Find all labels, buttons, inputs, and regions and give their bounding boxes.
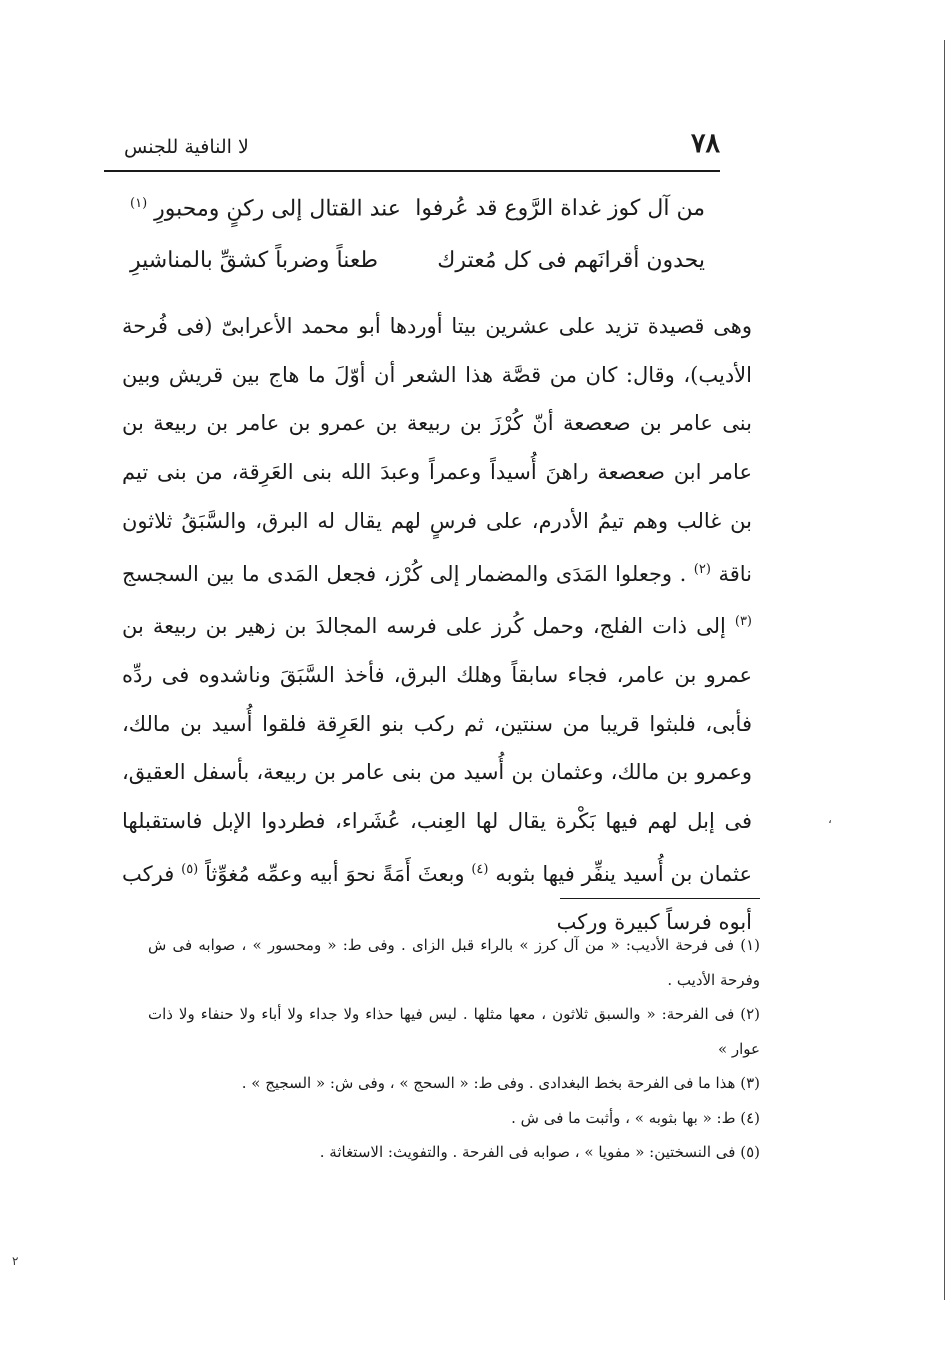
poem-verse xyxy=(130,190,705,242)
page-edge-line xyxy=(944,40,945,1300)
body-text: وهى قصيدة تزيد على عشرين بيتا أوردها أبو محمد الأعرابىّ (فى فُرحة الأديب)، وقال: كان من قصَّة هذا الشعر أن أوّلَ ما هاج بين قريش وبين بنى عامر بن صعصعة أنّ كُرْزَ بن ربيعة بن عمرو بن عامر بن ربيعة بن عامر ابن صعصعة راهنَ أُسيداً وعمراً وعبدَ الله بنى العَرِقة، من بنى تيم بن غالب وهم تيمُ الأدرم، على فرسٍ لهم يقال له البرق، والسَّبَقُ ثلاثون ناقة xyxy=(122,314,752,586)
body-text: إلى ذات الفلج، وحمل كُرز على فرسه المجالدَ بن زهير بن ربيعة بن عمرو بن عامر، فجاء سابقاً وهلك البرق، فأخذ السَّبَقَ وناشدوه فى ردِّه فأبى، فلبثوا قريبا من سنتين، ثم ركب بنو العَرِقة فلقوا أُسيد بن مالك، وعمرو بن مالك، وعثمان بن أُسيد من بنى عامر بن ربيعة، بأسفل العقيق، فى إبل لهم فيها بَكْرة يقال لها العِنب، عُشَراء، فطردوا الإبل فاستقبلها عثمان بن أُسيد ينفِّر فيها بثوبه xyxy=(122,614,752,886)
footnote: (٤) ط: « بها بثوبه » ، وأثبت ما فى ش . xyxy=(511,1108,760,1127)
page-number: ٧٨ xyxy=(690,128,720,159)
footnote: (٢) فى الفرحة: « والسبق ثلاثون ، معها مثلها . ليس فيها حذاء ولا جداء ولا أباء ولا حنفاء ولا ذات عوار » xyxy=(148,1005,760,1058)
page-header xyxy=(104,128,720,168)
margin-mark: ، xyxy=(828,812,832,826)
hemistich-text: عند القتال إلى ركنٍ ومحبورِ xyxy=(154,196,401,222)
poem-verse xyxy=(130,242,705,294)
hemistich-first: يحدون أقرانَهم فى كل مُعترك xyxy=(437,248,705,273)
header-rule xyxy=(104,170,720,172)
hemistich-first: من آل كوز غداة الرَّوع قد عُرفوا xyxy=(415,196,705,221)
footnote: (٣) هذا ما فى الفرحة بخط البغدادى . وفى ط: « السحج » ، وفى ش: « السجيج » . xyxy=(241,1074,760,1092)
margin-mark: ٢ xyxy=(12,1254,19,1268)
running-title: لا النافية للجنس xyxy=(124,136,249,158)
footnote: (١) فى فرحة الأديب: « من آل كرز » بالراء قبل الزاى . وفى ط: « ومحسور » ، صوابه فى ش وفرحة الأديب . xyxy=(148,936,760,989)
footnotes xyxy=(148,928,760,1170)
footnote-marker: (٥) xyxy=(181,861,199,877)
hemistich-second: طعناً وضرباً كشقِّ بالمناشيرِ xyxy=(130,248,378,273)
body-paragraph xyxy=(122,302,752,947)
footnote-marker: (٢) xyxy=(693,561,711,577)
footnote-marker: (١) xyxy=(130,196,148,211)
body-text: فركب أبوه فرساً كبيرة وركب xyxy=(122,861,752,935)
footnotes-rule xyxy=(560,898,760,899)
hemistich-second xyxy=(130,196,401,221)
poem xyxy=(130,190,705,294)
footnote-marker: (٣) xyxy=(734,614,752,630)
body-text: . وجعلوا المَدَى والمضمار إلى كُرْز، فجعل المَدى ما بين السجسج xyxy=(122,561,687,586)
footnote-marker: (٤) xyxy=(471,861,489,877)
footnote: (٥) فى النسختين: « مفويا » ، صوابه فى الفرحة . والتفويث: الاستغاثة . xyxy=(319,1143,760,1161)
body-text: وبعثَ أَمَةً نحوَ أبيه وعمِّه مُغوِّثاً xyxy=(205,861,465,886)
